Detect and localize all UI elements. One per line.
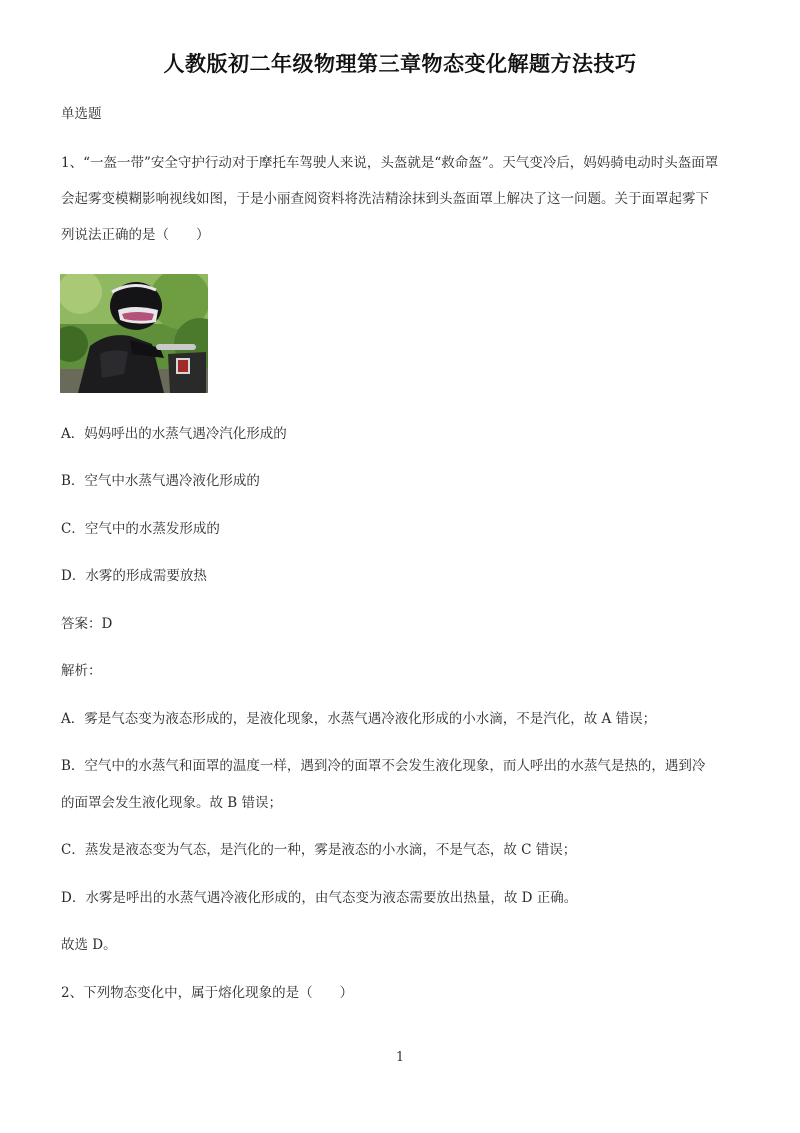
question-1-stem-line-2: 会起雾变模糊影响视线如图，于是小丽查阅资料将洗洁精涂抹到头盔面罩上解决了这一问题。关于面罩起雾下	[61, 191, 709, 207]
question-1-option-b: B．空气中水蒸气遇冷液化形成的	[61, 473, 260, 489]
question-1-option-c: C．空气中的水蒸发形成的	[61, 521, 220, 537]
question-1-analysis-a: A．雾是气态变为液态形成的，是液化现象，水蒸气遇冷液化形成的小水滴，不是汽化，故 A 错误；	[61, 711, 657, 727]
question-1-analysis-b-line-2: 的面罩会发生液化现象。故 B 错误；	[61, 795, 283, 811]
question-2-stem: 2、下列物态变化中，属于熔化现象的是（ ）	[61, 985, 354, 1001]
question-1-answer: 答案：D	[61, 616, 113, 632]
question-1-option-a: A．妈妈呼出的水蒸气遇冷汽化形成的	[61, 426, 287, 442]
question-1-stem-line-3: 列说法正确的是（ ）	[61, 227, 210, 243]
question-1-analysis-d: D．水雾是呼出的水蒸气遇冷液化形成的，由气态变为液态需要放出热量，故 D 正确。	[61, 890, 578, 906]
question-1-conclusion: 故选 D。	[61, 937, 117, 953]
section-label: 单选题	[61, 106, 102, 122]
question-1-option-d: D．水雾的形成需要放热	[61, 568, 207, 584]
question-1-analysis-c: C．蒸发是液态变为气态，是汽化的一种，雾是液态的小水滴，不是气态，故 C 错误；	[61, 842, 577, 858]
question-1-stem-line-1: 1、“一盔一带”安全守护行动对于摩托车驾驶人来说，头盔就是“救命盔”。天气变冷后，妈妈骑电动时头盔面罩	[61, 155, 719, 171]
motorcyclist-helmet-photo	[60, 274, 208, 393]
page-number: 1	[395, 1050, 405, 1065]
question-1-analysis-label: 解析：	[61, 663, 102, 679]
document-title: 人教版初二年级物理第三章物态变化解题方法技巧	[163, 51, 637, 76]
question-1-analysis-b-line-1: B．空气中的水蒸气和面罩的温度一样，遇到冷的面罩不会发生液化现象，而人呼出的水蒸气是热的，遇到冷	[61, 758, 706, 774]
